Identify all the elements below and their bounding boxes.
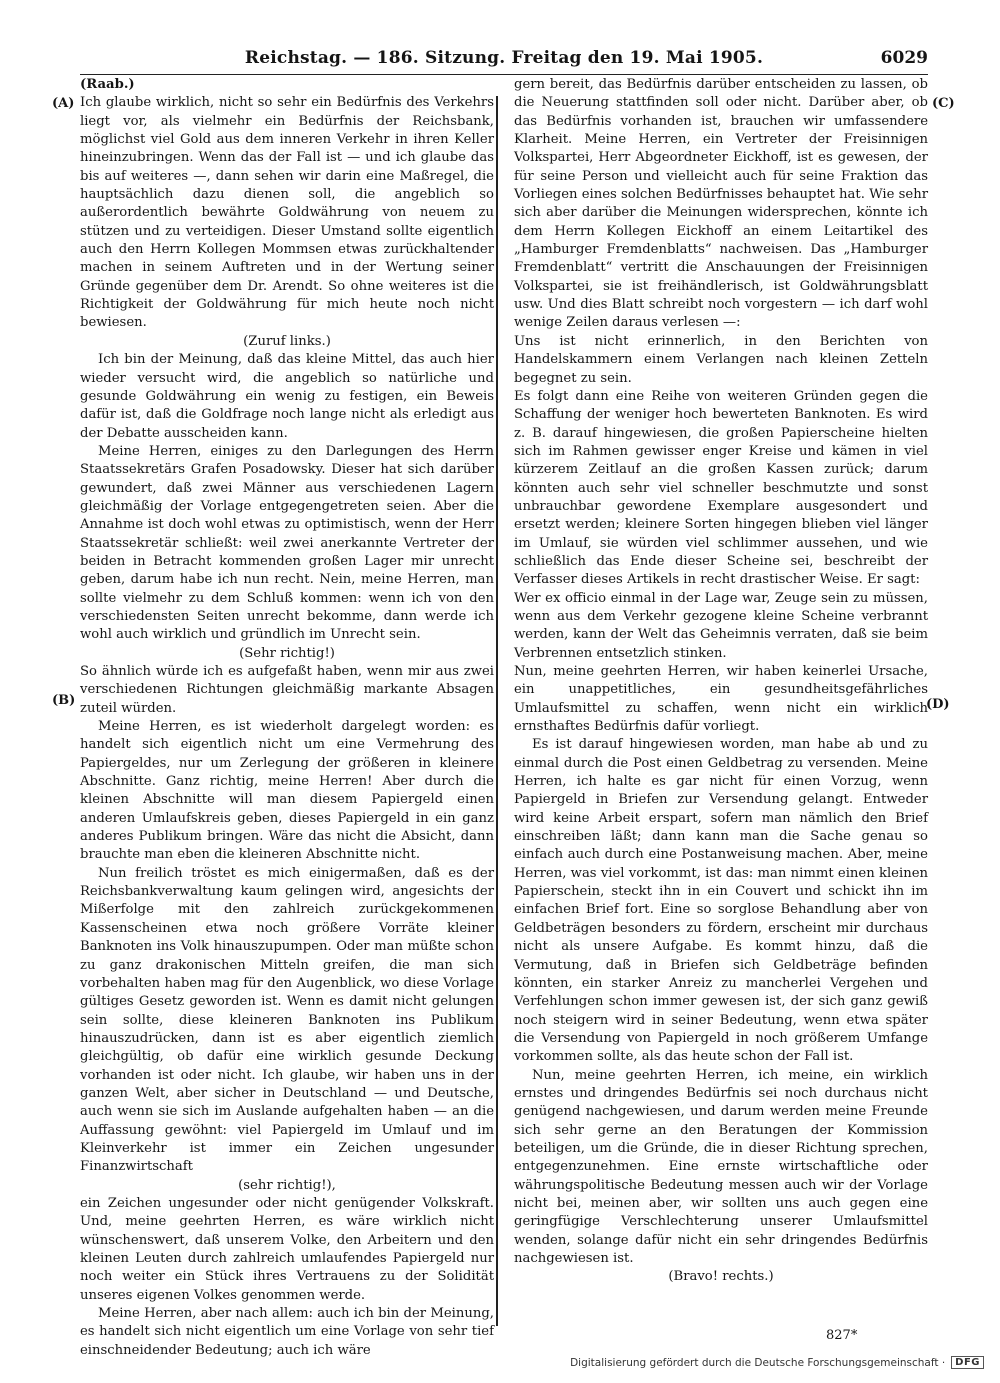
- dfg-logo-icon: DFG: [951, 1356, 984, 1369]
- paragraph: Nun freilich tröstet es mich einigermaßen, daß es der Reichsbankverwaltung kaum gelingen wird, angesichts der Mißerfolge mit den zahlreich zurückgekommenen Kassenscheinen etwa noch größere Vorräte kleiner Banknoten ins Volk hinauszupumpen. Oder man müßte schon zu ganz drakonischen Mitteln greifen, die man sich vorbehalten haben mag für den Augenblick, wo diese Vorlage gültiges Gesetz geworden ist. Wenn es damit nicht gelungen sein sollte, diese kleineren Banknoten ins Publikum hinauszudrücken, dann ist es aber eigentlich ziemlich gleichgültig, ob dafür eine wirklich gesunde Deckung vorhanden ist oder nicht. Ich glaube, wir haben uns in der ganzen Welt, aber sicher in Deutschland — und Deutsche, auch wenn sie sich im Auslande aufgehalten haben — an die Auffassung gewöhnt: viel Papiergeld im Umlauf und im Kleinverkehr ist immer ein Zeichen ungesunder Finanzwirtschaft: [80, 865, 494, 1175]
- paragraph: Es folgt dann eine Reihe von weiteren Gründen gegen die Schaffung der weniger hoch bewerteten Banknoten. Es wird z. B. darauf hingewiesen, die großen Papierscheine hielten sich im Rahmen gewisser enger Kreise und kämen in viel kürzerem Zeitlauf an die großen Kassen zurück; darum könnten auch sehr viel schneller beschmutzte und sonst unbrauchbar gewordene Exemplare ausgesondert und ersetzt werden; kleinere Sorten hingegen blieben viel länger im Umlauf, sie würden viel schlimmer aussehen, und wie schließlich das Ende dieser Scheine sei, beschreibt der Verfasser dieses Artikels in recht drastischer Weise. Er sagt:: [514, 388, 928, 588]
- paragraph: So ähnlich würde ich es aufgefaßt haben, wenn mir aus zwei verschiedenen Richtungen gleichmäßig markante Absagen zuteil würden.: [80, 664, 494, 716]
- margin-marker-a: (A): [52, 96, 75, 111]
- paragraph: Meine Herren, es ist wiederholt dargelegt worden: es handelt sich eigentlich nicht um eine Vermehrung des Papiergeldes, nur um Zerlegung der größeren in kleinere Abschnitte. Ganz richtig, meine Herren! Aber durch die kleinen Abschnitte will man diesem Papiergeld einen anderen Umlaufskreis geben, dieses Papiergeld in ein ganz anderes Publikum bringen. Wäre das nicht die Absicht, dann brauchte man eben die kleineren Abschnitte nicht.: [80, 719, 494, 863]
- interjection: (Sehr richtig!): [239, 645, 335, 661]
- speaker-label: (Raab.): [80, 77, 135, 92]
- paragraph: gern bereit, das Bedürfnis darüber entscheiden zu lassen, ob die Neuerung stattfinden soll oder nicht. Darüber aber, ob das Bedürfnis vorhanden ist, brauchen wir umfassendere Klarheit. Meine Herren, ein Vertreter der Freisinnigen Volkspartei, Herr Abgeordneter Eickhoff, ist es gewesen, der für seine Person und vielleicht auch für seine Fraktion das Vorliegen eines solchen Bedürfnisses behauptet hat. Wie sehr sich aber darüber die Meinungen widersprechen, könnte ich dem Herrn Kollegen Eickhoff an einem Leitartikel des „Hamburger Fremdenblatts“ nachweisen. Das „Hamburger Fremdenblatt“ vertritt die Anschauungen der Freisinnigen Volkspartei, sie ist freihändlerisch, ist Goldwährungsblatt usw. Und dies Blatt schreibt noch vorgestern — ich darf wohl wenige Zeilen daraus verlesen —:: [514, 77, 929, 331]
- paragraph: Nun, meine geehrten Herren, wir haben keinerlei Ursache, ein unappetitliches, ein gesundheitsgefährliches Umlaufsmittel zu schaffen, wenn nicht ein wirklich ernsthaftes Bedürfnis dafür vorliegt.: [514, 664, 928, 735]
- interjection: (sehr richtig!),: [238, 1177, 336, 1193]
- signature-mark: 827*: [826, 1328, 858, 1343]
- block-quote: Uns ist nicht erinnerlich, in den Berichten von Handelskammern einem Verlangen nach kleinen Zetteln begegnet zu sein.: [514, 333, 928, 386]
- running-title: Reichstag. — 186. Sitzung. Freitag den 19. Mai 1905.: [244, 48, 764, 68]
- paragraph: Es ist darauf hingewiesen worden, man habe ab und zu einmal durch die Post einen Geldbetrag zu versenden. Meine Herren, ich halte es gar nicht für einen Vorzug, wenn Papiergeld in Briefen zur Versendung gelangt. Entweder wird keine Arbeit erspart, sofern man nämlich den Brief einschreiben läßt; dann kann man die Sache genau so einfach auch durch eine Postanweisung machen. Aber, meine Herren, was viel vorkommt, ist das: man nimmt einen kleinen Papierschein, steckt ihn in ein Couvert und schickt ihn im einfachen Brief fort. Eine so sorglose Behandlung aber von Geldbeträgen besonders zu fördern, erscheint mir durchaus nicht als unsere Aufgabe. Es kommt hinzu, daß die Vermutung, daß in Briefen sich Geldbeträge befinden könnten, ein starker Anreiz zu mancherlei Vergehen und Verfehlungen schon immer gewesen ist, der sich ganz gewiß noch steigern wird in seiner Bedeutung, wenn etwa später die Versendung von Papiergeld in noch größerem Umfange vorkommen sollte, als das heute schon der Fall ist.: [514, 737, 928, 1065]
- paragraph: ein Zeichen ungesunder oder nicht genügender Volkskraft. Und, meine geehrten Herren, es wäre wirklich nicht wünschenswert, daß unserem Volke, den Arbeitern und den kleinen Leuten durch zahlreich umlaufendes Papiergeld nur noch weiter ein Stück ihres Vertrauens zu der Solidität unseres eigenen Volkes genommen werde.: [80, 1195, 494, 1303]
- footer-text: Digitalisierung gefördert durch die Deutsche Forschungsgemeinschaft ·: [570, 1356, 946, 1369]
- column-divider: [496, 96, 498, 1326]
- margin-marker-c: (C): [932, 96, 955, 111]
- paragraph: Meine Herren, aber nach allem: auch ich bin der Meinung, es handelt sich nicht eigentlich um eine Vorlage von sehr tief einschneidender Bedeutung; auch ich wäre: [80, 1306, 494, 1358]
- paragraph: Ich glaube wirklich, nicht so sehr ein Bedürfnis des Verkehrs liegt vor, als vielmehr ein Bedürfnis der Reichsbank, möglichst viel Gold aus dem inneren Verkehr in ihren Keller hineinzubringen. Wenn das der Fall ist — und ich glaube das bis auf weiteres —, dann sehen wir darin eine Maßregel, die hauptsächlich dazu dienen soll, die angeblich so außerordentlich bewährte Goldwährung von neuem zu stützen und zu verteidigen. Dieser Umstand sollte eigentlich auch den Herrn Kollegen Mommsen etwas zurückhaltender machen in seinem Auftreten und in der Wertung seiner Gründe gegenüber dem Dr. Arendt. So ohne weiteres ist die Richtigkeit der Goldwährung für mich heute noch nicht bewiesen.: [80, 95, 494, 331]
- right-column: [514, 76, 928, 1287]
- interjection: (Zuruf links.): [243, 333, 331, 349]
- paragraph: Meine Herren, einiges zu den Darlegungen des Herrn Staatssekretärs Grafen Posadowsky. Dieser hat sich darüber gewundert, daß zwei Männer aus verschiedenen Lagern gleichmäßig der Vorlage entgegengetreten seien. Aber die Annahme ist doch wohl etwas zu optimistisch, wenn der Herr Staatssekretär schließt: weil zwei anerkannte Vertreter der beiden in Betracht kommenden großen Lager mir unrecht geben, darum habe ich nun recht. Nein, meine Herren, man sollte vielmehr zu dem Schluß kommen: wenn ich von den verschiedensten Seiten unrecht bekomme, dann werde ich wohl auch wirklich und gründlich im Unrecht sein.: [80, 443, 494, 643]
- page-number: 6029: [880, 48, 928, 68]
- margin-marker-d: (D): [926, 697, 950, 712]
- block-quote: Wer ex officio einmal in der Lage war, Zeuge sein zu müssen, wenn aus dem Verkehr gezogene kleine Scheine verbrannt werden, kann der Welt das Geheimnis verraten, daß sie beim Verbrennen entsetzlich stinken.: [514, 590, 928, 661]
- left-column: [80, 76, 494, 1360]
- running-header: [80, 44, 928, 75]
- margin-marker-b: (B): [52, 693, 76, 708]
- paragraph: Ich bin der Meinung, daß das kleine Mittel, das auch hier wieder versucht wird, die angeblich so natürliche und gesunde Goldwährung ein wenig zu festigen, ein Beweis dafür ist, daß die Goldfrage noch lange nicht als erledigt aus der Debatte ausscheiden kann.: [80, 352, 494, 441]
- footer-credit: [570, 1356, 984, 1369]
- interjection: (Bravo! rechts.): [668, 1269, 774, 1285]
- paragraph: Nun, meine geehrten Herren, ich meine, ein wirklich ernstes und dringendes Bedürfnis sei noch durchaus nicht genügend nachgewiesen, und darum werden meine Freunde sich sehr gerne an den Beratungen der Kommission beteiligen, um die Gründe, die in dieser Richtung sprechen, entgegenzunehmen. Eine ernste wirtschaftliche oder währungspolitische Bedeutung messen auch wir der Vorlage nicht bei, meinen aber, wir sollten uns auch gegen eine geringfügige Verschlechterung unserer Umlaufsmittel wenden, solange dafür nicht ein sehr dringendes Bedürfnis nachgewiesen ist.: [514, 1067, 928, 1266]
